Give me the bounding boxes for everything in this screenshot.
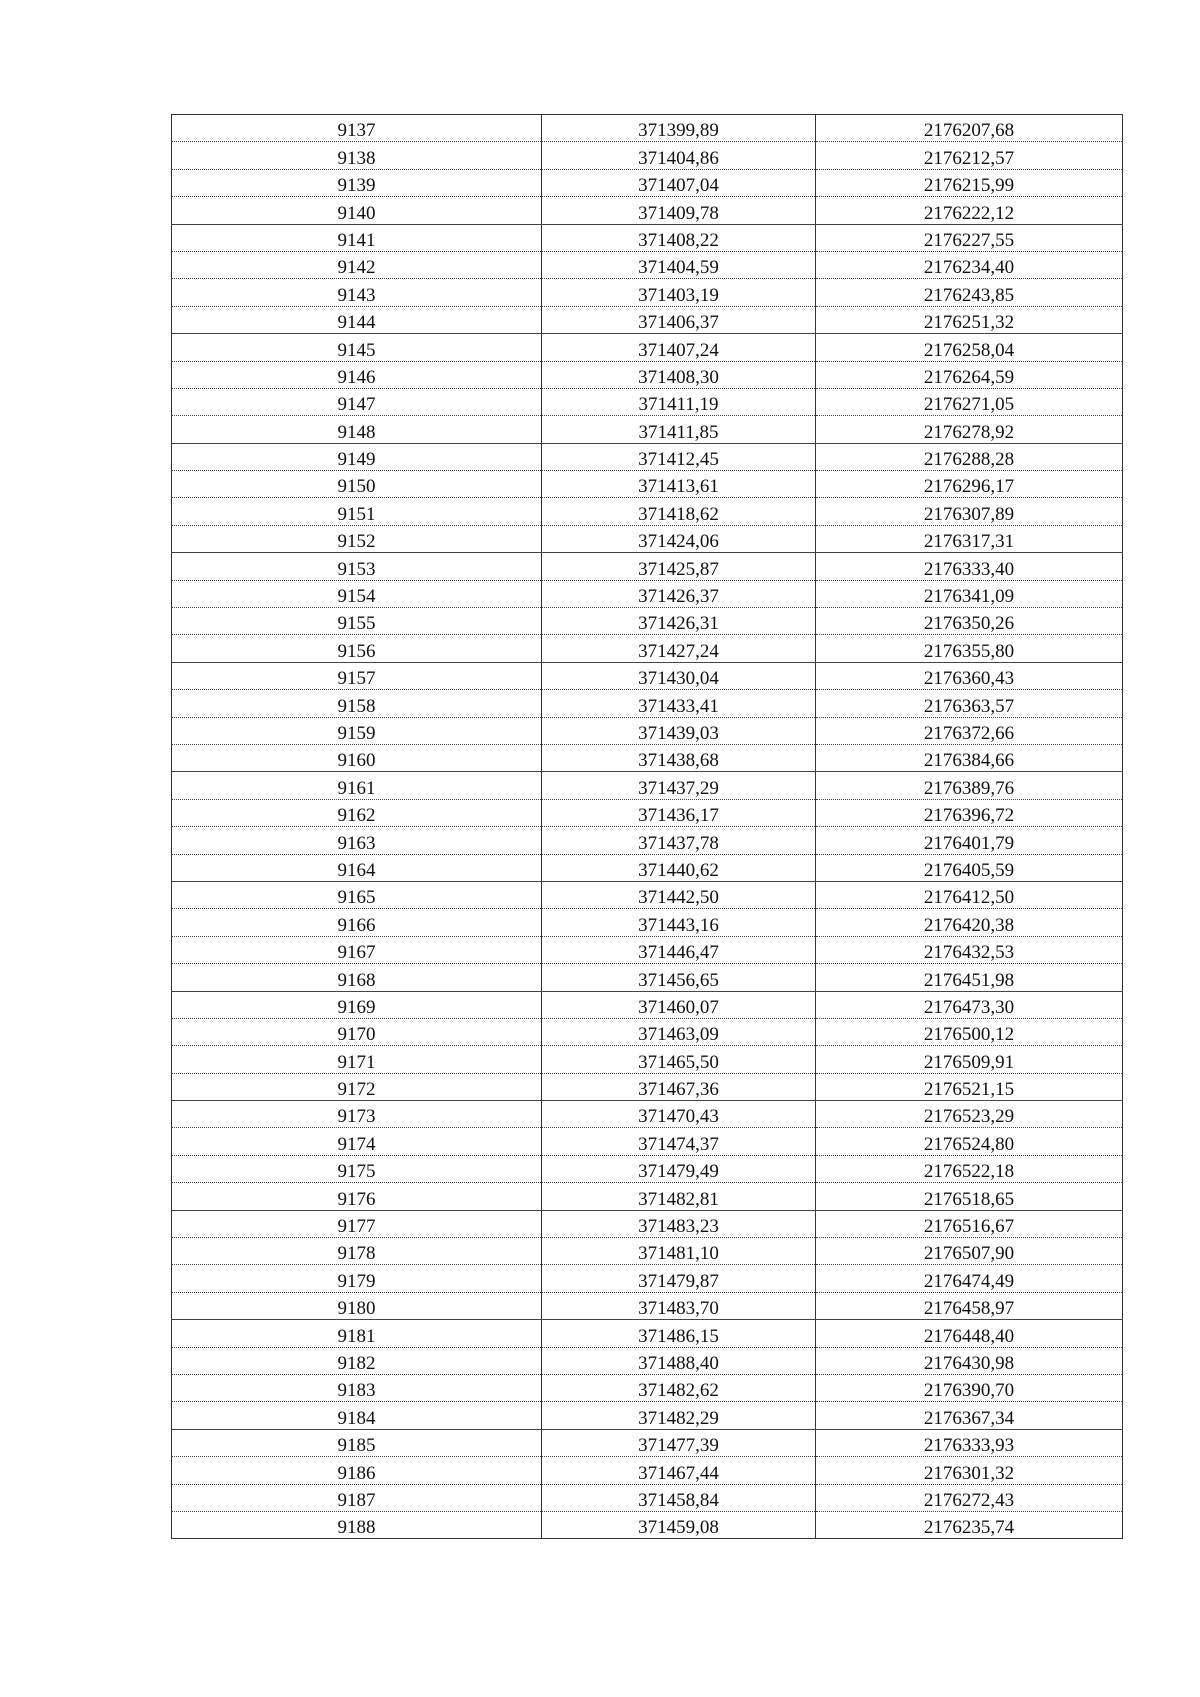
x-coordinate-cell: 371465,50 [542,1046,816,1073]
table-row [172,334,1123,361]
table-row [172,279,1123,306]
x-coordinate-cell: 371442,50 [542,881,816,908]
point-number-cell: 9154 [172,580,542,607]
table-row [172,1155,1123,1182]
point-number-cell: 9163 [172,827,542,854]
x-coordinate-cell: 371440,62 [542,854,816,881]
table-row [172,1402,1123,1429]
point-number-cell: 9175 [172,1155,542,1182]
table-row [172,690,1123,717]
y-coordinate-cell: 2176524,80 [816,1128,1123,1155]
y-coordinate-cell: 2176451,98 [816,964,1123,991]
table-row [172,1347,1123,1374]
point-number-cell: 9161 [172,772,542,799]
table-row [172,169,1123,196]
coordinates-table [171,114,1123,1539]
point-number-cell: 9178 [172,1238,542,1265]
point-number-cell: 9171 [172,1046,542,1073]
x-coordinate-cell: 371486,15 [542,1320,816,1347]
y-coordinate-cell: 2176509,91 [816,1046,1123,1073]
point-number-cell: 9172 [172,1073,542,1100]
x-coordinate-cell: 371483,70 [542,1292,816,1319]
x-coordinate-cell: 371479,87 [542,1265,816,1292]
x-coordinate-cell: 371479,49 [542,1155,816,1182]
x-coordinate-cell: 371458,84 [542,1484,816,1511]
point-number-cell: 9140 [172,197,542,224]
table-row [172,1018,1123,1045]
table-row [172,115,1123,142]
y-coordinate-cell: 2176278,92 [816,416,1123,443]
y-coordinate-cell: 2176307,89 [816,498,1123,525]
x-coordinate-cell: 371467,44 [542,1457,816,1484]
y-coordinate-cell: 2176355,80 [816,635,1123,662]
y-coordinate-cell: 2176235,74 [816,1511,1123,1538]
x-coordinate-cell: 371399,89 [542,115,816,142]
point-number-cell: 9138 [172,142,542,169]
x-coordinate-cell: 371437,78 [542,827,816,854]
x-coordinate-cell: 371413,61 [542,471,816,498]
y-coordinate-cell: 2176384,66 [816,744,1123,771]
y-coordinate-cell: 2176301,32 [816,1457,1123,1484]
table-row [172,142,1123,169]
y-coordinate-cell: 2176360,43 [816,662,1123,689]
x-coordinate-cell: 371430,04 [542,662,816,689]
y-coordinate-cell: 2176243,85 [816,279,1123,306]
point-number-cell: 9152 [172,525,542,552]
x-coordinate-cell: 371412,45 [542,443,816,470]
x-coordinate-cell: 371460,07 [542,991,816,1018]
table-row [172,388,1123,415]
point-number-cell: 9151 [172,498,542,525]
x-coordinate-cell: 371488,40 [542,1347,816,1374]
y-coordinate-cell: 2176333,40 [816,553,1123,580]
x-coordinate-cell: 371406,37 [542,306,816,333]
x-coordinate-cell: 371411,85 [542,416,816,443]
x-coordinate-cell: 371403,19 [542,279,816,306]
table-row [172,525,1123,552]
point-number-cell: 9170 [172,1018,542,1045]
table-row [172,1292,1123,1319]
point-number-cell: 9148 [172,416,542,443]
coordinates-table-body [172,115,1123,1539]
point-number-cell: 9145 [172,334,542,361]
table-row [172,498,1123,525]
y-coordinate-cell: 2176401,79 [816,827,1123,854]
point-number-cell: 9169 [172,991,542,1018]
point-number-cell: 9186 [172,1457,542,1484]
point-number-cell: 9174 [172,1128,542,1155]
point-number-cell: 9168 [172,964,542,991]
x-coordinate-cell: 371456,65 [542,964,816,991]
table-row [172,1238,1123,1265]
y-coordinate-cell: 2176234,40 [816,251,1123,278]
table-row [172,608,1123,635]
x-coordinate-cell: 371408,30 [542,361,816,388]
point-number-cell: 9165 [172,881,542,908]
table-row [172,936,1123,963]
table-row [172,662,1123,689]
y-coordinate-cell: 2176390,70 [816,1374,1123,1401]
table-row [172,1484,1123,1511]
x-coordinate-cell: 371409,78 [542,197,816,224]
point-number-cell: 9187 [172,1484,542,1511]
y-coordinate-cell: 2176500,12 [816,1018,1123,1045]
y-coordinate-cell: 2176412,50 [816,881,1123,908]
table-row [172,471,1123,498]
y-coordinate-cell: 2176474,49 [816,1265,1123,1292]
y-coordinate-cell: 2176396,72 [816,799,1123,826]
point-number-cell: 9150 [172,471,542,498]
x-coordinate-cell: 371407,04 [542,169,816,196]
x-coordinate-cell: 371474,37 [542,1128,816,1155]
y-coordinate-cell: 2176288,28 [816,443,1123,470]
point-number-cell: 9158 [172,690,542,717]
point-number-cell: 9181 [172,1320,542,1347]
x-coordinate-cell: 371482,62 [542,1374,816,1401]
x-coordinate-cell: 371477,39 [542,1429,816,1456]
x-coordinate-cell: 371482,81 [542,1183,816,1210]
y-coordinate-cell: 2176350,26 [816,608,1123,635]
table-row [172,197,1123,224]
table-row [172,744,1123,771]
point-number-cell: 9176 [172,1183,542,1210]
y-coordinate-cell: 2176333,93 [816,1429,1123,1456]
point-number-cell: 9167 [172,936,542,963]
y-coordinate-cell: 2176272,43 [816,1484,1123,1511]
y-coordinate-cell: 2176523,29 [816,1101,1123,1128]
y-coordinate-cell: 2176317,31 [816,525,1123,552]
table-row [172,881,1123,908]
x-coordinate-cell: 371426,31 [542,608,816,635]
table-row [172,1374,1123,1401]
point-number-cell: 9180 [172,1292,542,1319]
y-coordinate-cell: 2176420,38 [816,909,1123,936]
point-number-cell: 9147 [172,388,542,415]
x-coordinate-cell: 371470,43 [542,1101,816,1128]
point-number-cell: 9159 [172,717,542,744]
x-coordinate-cell: 371407,24 [542,334,816,361]
table-row [172,306,1123,333]
y-coordinate-cell: 2176258,04 [816,334,1123,361]
y-coordinate-cell: 2176264,59 [816,361,1123,388]
y-coordinate-cell: 2176367,34 [816,1402,1123,1429]
y-coordinate-cell: 2176473,30 [816,991,1123,1018]
table-row [172,1320,1123,1347]
table-row [172,1046,1123,1073]
point-number-cell: 9179 [172,1265,542,1292]
x-coordinate-cell: 371425,87 [542,553,816,580]
table-row [172,1457,1123,1484]
y-coordinate-cell: 2176363,57 [816,690,1123,717]
point-number-cell: 9144 [172,306,542,333]
point-number-cell: 9153 [172,553,542,580]
y-coordinate-cell: 2176271,05 [816,388,1123,415]
table-row [172,224,1123,251]
point-number-cell: 9155 [172,608,542,635]
point-number-cell: 9139 [172,169,542,196]
table-row [172,854,1123,881]
point-number-cell: 9184 [172,1402,542,1429]
x-coordinate-cell: 371408,22 [542,224,816,251]
table-row [172,443,1123,470]
table-row [172,1210,1123,1237]
x-coordinate-cell: 371424,06 [542,525,816,552]
table-row [172,909,1123,936]
table-row [172,772,1123,799]
table-row [172,1183,1123,1210]
y-coordinate-cell: 2176522,18 [816,1155,1123,1182]
x-coordinate-cell: 371467,36 [542,1073,816,1100]
y-coordinate-cell: 2176251,32 [816,306,1123,333]
y-coordinate-cell: 2176432,53 [816,936,1123,963]
x-coordinate-cell: 371418,62 [542,498,816,525]
point-number-cell: 9183 [172,1374,542,1401]
point-number-cell: 9143 [172,279,542,306]
point-number-cell: 9149 [172,443,542,470]
table-row [172,416,1123,443]
table-row [172,1073,1123,1100]
y-coordinate-cell: 2176518,65 [816,1183,1123,1210]
x-coordinate-cell: 371443,16 [542,909,816,936]
table-row [172,553,1123,580]
table-row [172,799,1123,826]
x-coordinate-cell: 371459,08 [542,1511,816,1538]
x-coordinate-cell: 371483,23 [542,1210,816,1237]
point-number-cell: 9141 [172,224,542,251]
table-row [172,717,1123,744]
point-number-cell: 9185 [172,1429,542,1456]
x-coordinate-cell: 371411,19 [542,388,816,415]
y-coordinate-cell: 2176207,68 [816,115,1123,142]
y-coordinate-cell: 2176430,98 [816,1347,1123,1374]
x-coordinate-cell: 371438,68 [542,744,816,771]
x-coordinate-cell: 371437,29 [542,772,816,799]
y-coordinate-cell: 2176212,57 [816,142,1123,169]
table-row [172,361,1123,388]
table-row [172,1265,1123,1292]
y-coordinate-cell: 2176341,09 [816,580,1123,607]
y-coordinate-cell: 2176222,12 [816,197,1123,224]
point-number-cell: 9137 [172,115,542,142]
point-number-cell: 9173 [172,1101,542,1128]
y-coordinate-cell: 2176507,90 [816,1238,1123,1265]
x-coordinate-cell: 371439,03 [542,717,816,744]
y-coordinate-cell: 2176405,59 [816,854,1123,881]
x-coordinate-cell: 371404,86 [542,142,816,169]
table-row [172,1511,1123,1538]
point-number-cell: 9177 [172,1210,542,1237]
table-row [172,827,1123,854]
table-row [172,635,1123,662]
x-coordinate-cell: 371436,17 [542,799,816,826]
y-coordinate-cell: 2176389,76 [816,772,1123,799]
table-row [172,251,1123,278]
x-coordinate-cell: 371446,47 [542,936,816,963]
x-coordinate-cell: 371481,10 [542,1238,816,1265]
x-coordinate-cell: 371404,59 [542,251,816,278]
point-number-cell: 9160 [172,744,542,771]
y-coordinate-cell: 2176227,55 [816,224,1123,251]
table-row [172,580,1123,607]
x-coordinate-cell: 371426,37 [542,580,816,607]
point-number-cell: 9166 [172,909,542,936]
y-coordinate-cell: 2176516,67 [816,1210,1123,1237]
point-number-cell: 9142 [172,251,542,278]
x-coordinate-cell: 371433,41 [542,690,816,717]
point-number-cell: 9182 [172,1347,542,1374]
point-number-cell: 9162 [172,799,542,826]
x-coordinate-cell: 371482,29 [542,1402,816,1429]
y-coordinate-cell: 2176296,17 [816,471,1123,498]
table-row [172,1429,1123,1456]
y-coordinate-cell: 2176458,97 [816,1292,1123,1319]
table-row [172,1128,1123,1155]
point-number-cell: 9188 [172,1511,542,1538]
point-number-cell: 9156 [172,635,542,662]
y-coordinate-cell: 2176372,66 [816,717,1123,744]
y-coordinate-cell: 2176215,99 [816,169,1123,196]
x-coordinate-cell: 371427,24 [542,635,816,662]
table-row [172,964,1123,991]
table-row [172,991,1123,1018]
y-coordinate-cell: 2176448,40 [816,1320,1123,1347]
x-coordinate-cell: 371463,09 [542,1018,816,1045]
point-number-cell: 9157 [172,662,542,689]
point-number-cell: 9164 [172,854,542,881]
table-row [172,1101,1123,1128]
y-coordinate-cell: 2176521,15 [816,1073,1123,1100]
point-number-cell: 9146 [172,361,542,388]
